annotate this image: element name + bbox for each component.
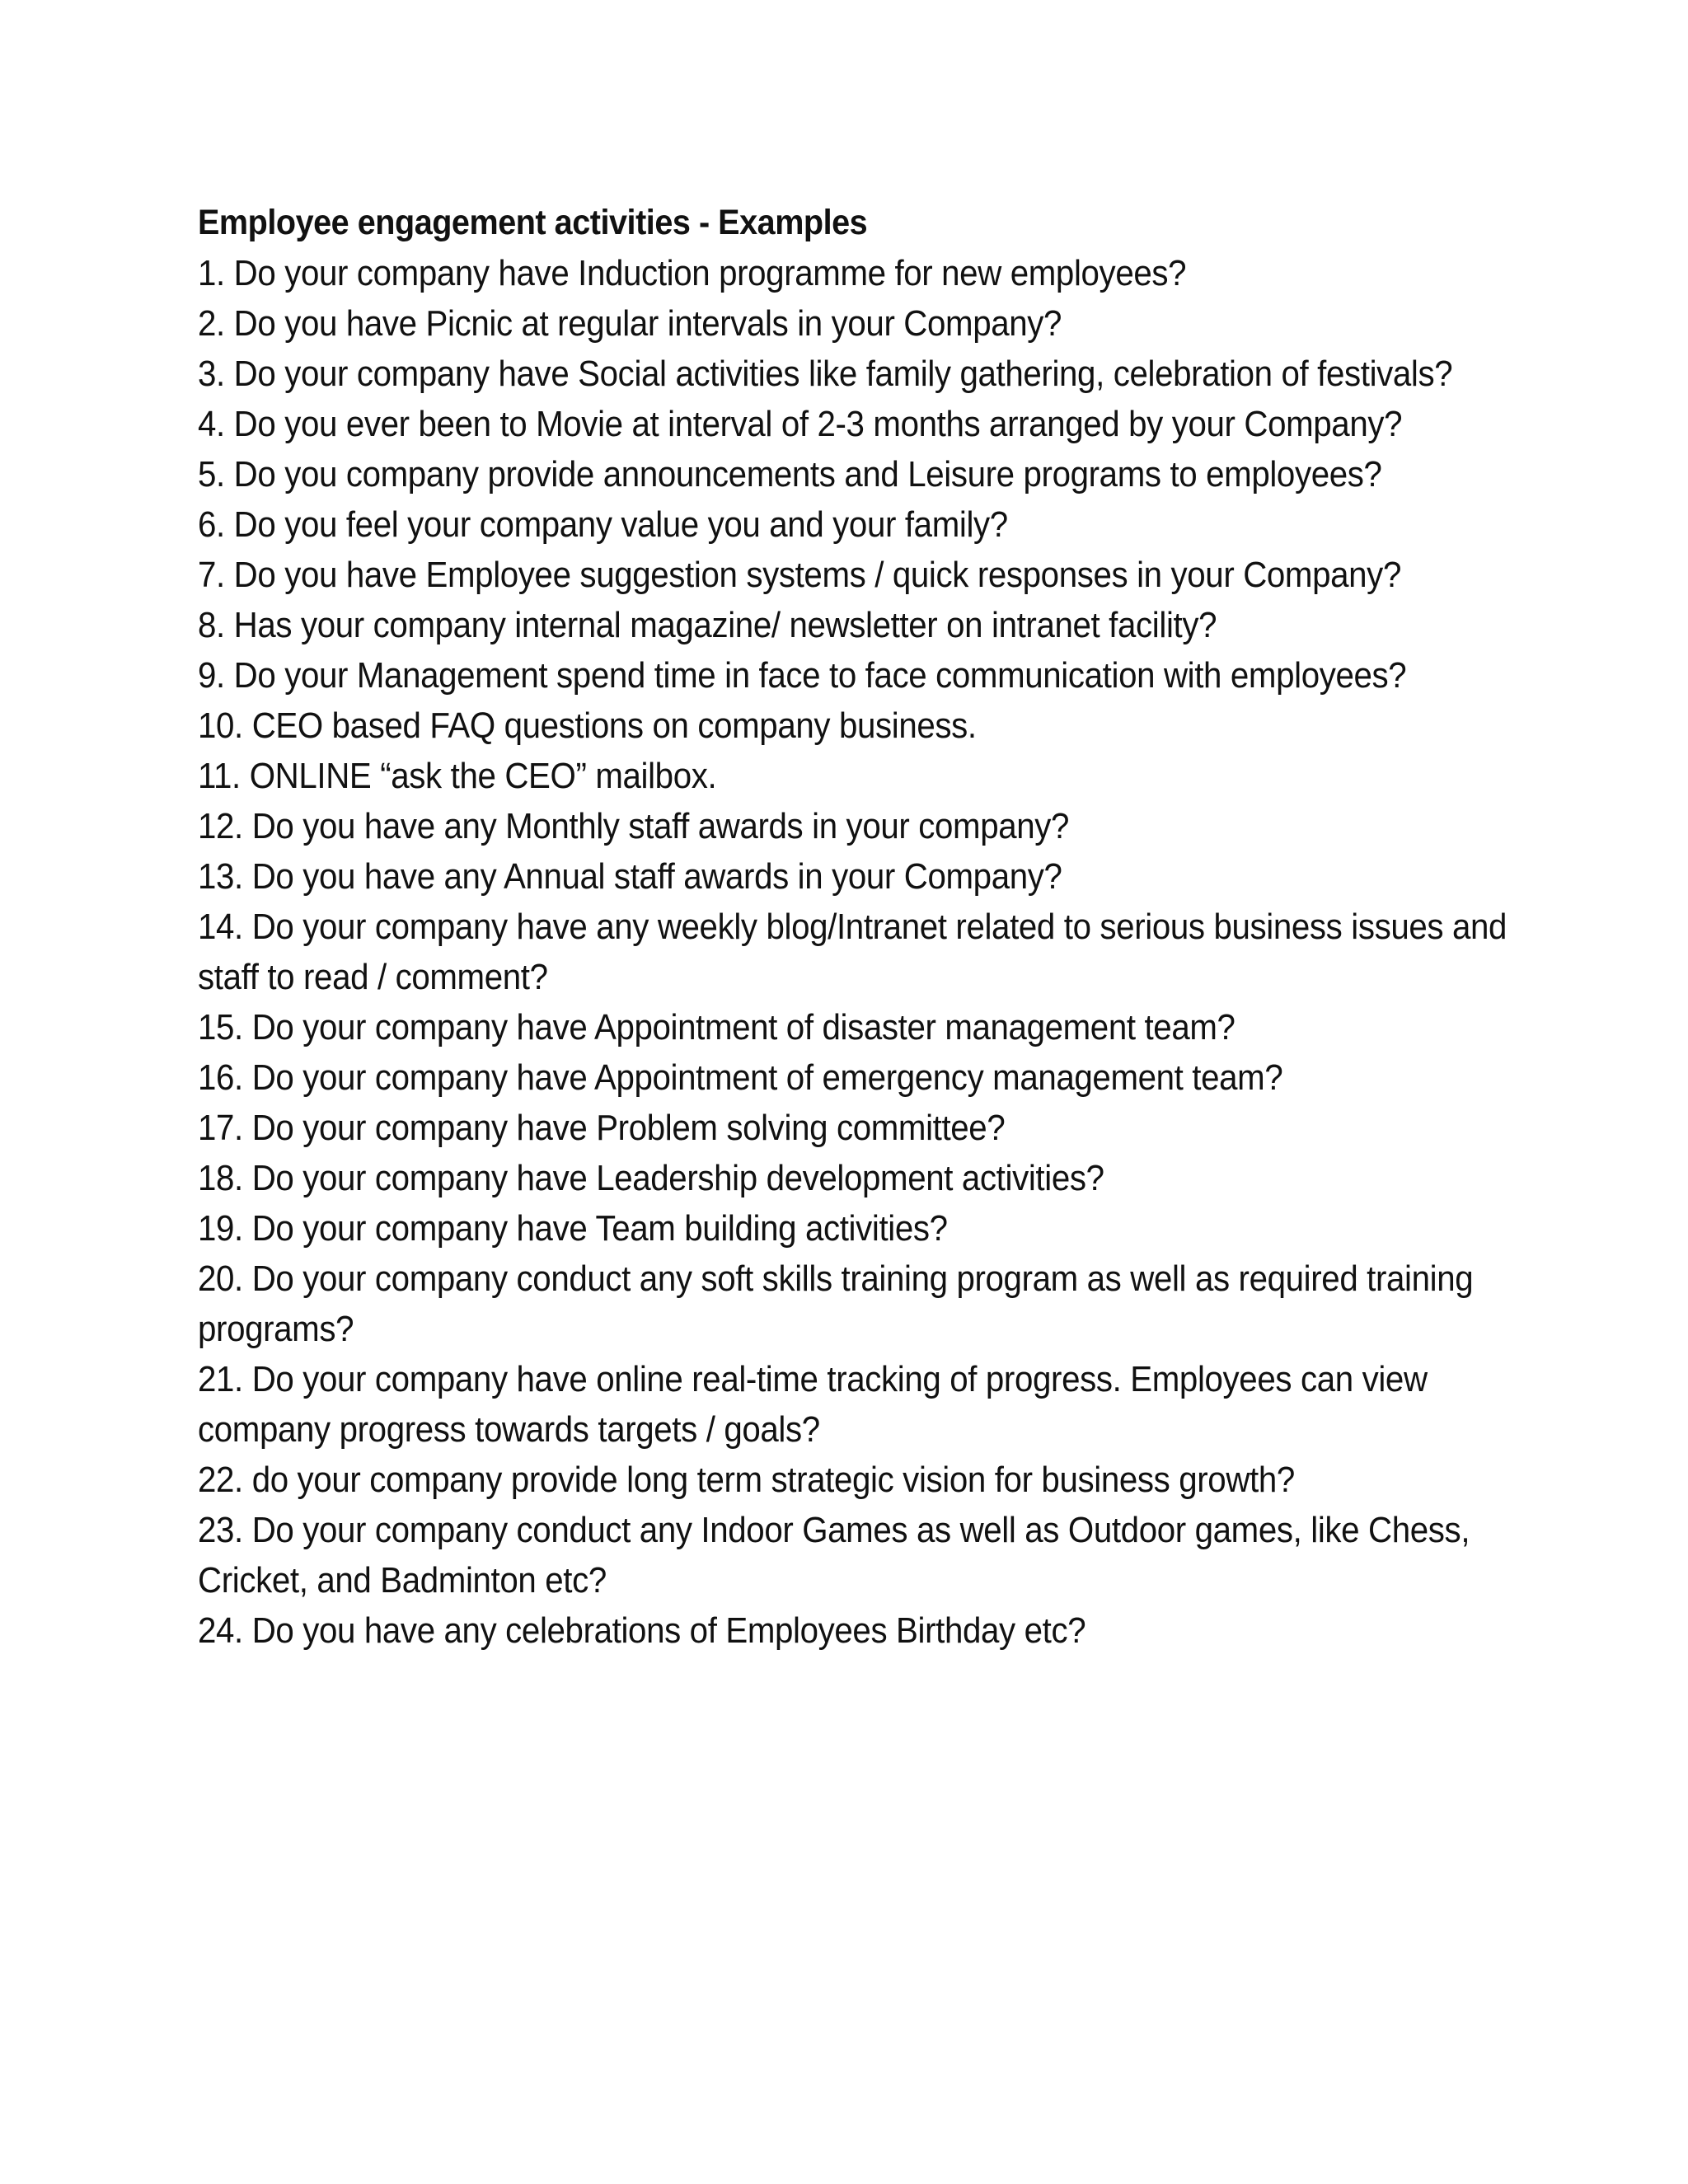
question-item: 16. Do your company have Appointment of emergency management team? [198,1057,1283,1098]
question-item: 14. Do your company have any weekly blog/Intranet related to serious business issues and staff to read / comment? [198,907,1507,997]
document-title: Employee engagement activities - Examples [198,203,868,242]
question-item: 10. CEO based FAQ questions on company business. [198,705,977,746]
question-item: 23. Do your company conduct any Indoor Games as well as Outdoor games, like Chess, Cricket, and Badminton etc? [198,1510,1470,1601]
question-item: 15. Do your company have Appointment of disaster management team? [198,1007,1236,1047]
question-item: 18. Do your company have Leadership development activities? [198,1158,1104,1198]
question-item: 1. Do your company have Induction programme for new employees? [198,253,1187,293]
question-item: 11. ONLINE “ask the CEO” mailbox. [198,756,717,796]
question-item: 3. Do your company have Social activities like family gathering, celebration of festivals? [198,354,1453,394]
question-item: 5. Do you company provide announcements and Leisure programs to employees? [198,454,1382,494]
question-item: 22. do your company provide long term strategic vision for business growth? [198,1460,1295,1500]
question-list [198,248,1517,1656]
question-item: 7. Do you have Employee suggestion systems / quick responses in your Company? [198,555,1401,595]
question-item: 9. Do your Management spend time in face to face communication with employees? [198,655,1407,696]
question-item: 21. Do your company have online real-time tracking of progress. Employees can view company progress towards targets / goals? [198,1359,1428,1450]
document-content [198,198,1517,1656]
question-item: 20. Do your company conduct any soft skills training program as well as required training programs? [198,1258,1474,1349]
question-item: 6. Do you feel your company value you and your family? [198,504,1008,545]
question-item: 24. Do you have any celebrations of Employees Birthday etc? [198,1610,1086,1651]
question-item: 8. Has your company internal magazine/ newsletter on intranet facility? [198,605,1217,645]
question-item: 17. Do your company have Problem solving committee? [198,1108,1006,1148]
question-item: 4. Do you ever been to Movie at interval of 2-3 months arranged by your Company? [198,404,1403,444]
question-item: 2. Do you have Picnic at regular intervals in your Company? [198,303,1062,344]
question-item: 19. Do your company have Team building activities? [198,1208,948,1249]
question-item: 12. Do you have any Monthly staff awards in your company? [198,806,1070,846]
question-item: 13. Do you have any Annual staff awards in your Company? [198,856,1062,897]
